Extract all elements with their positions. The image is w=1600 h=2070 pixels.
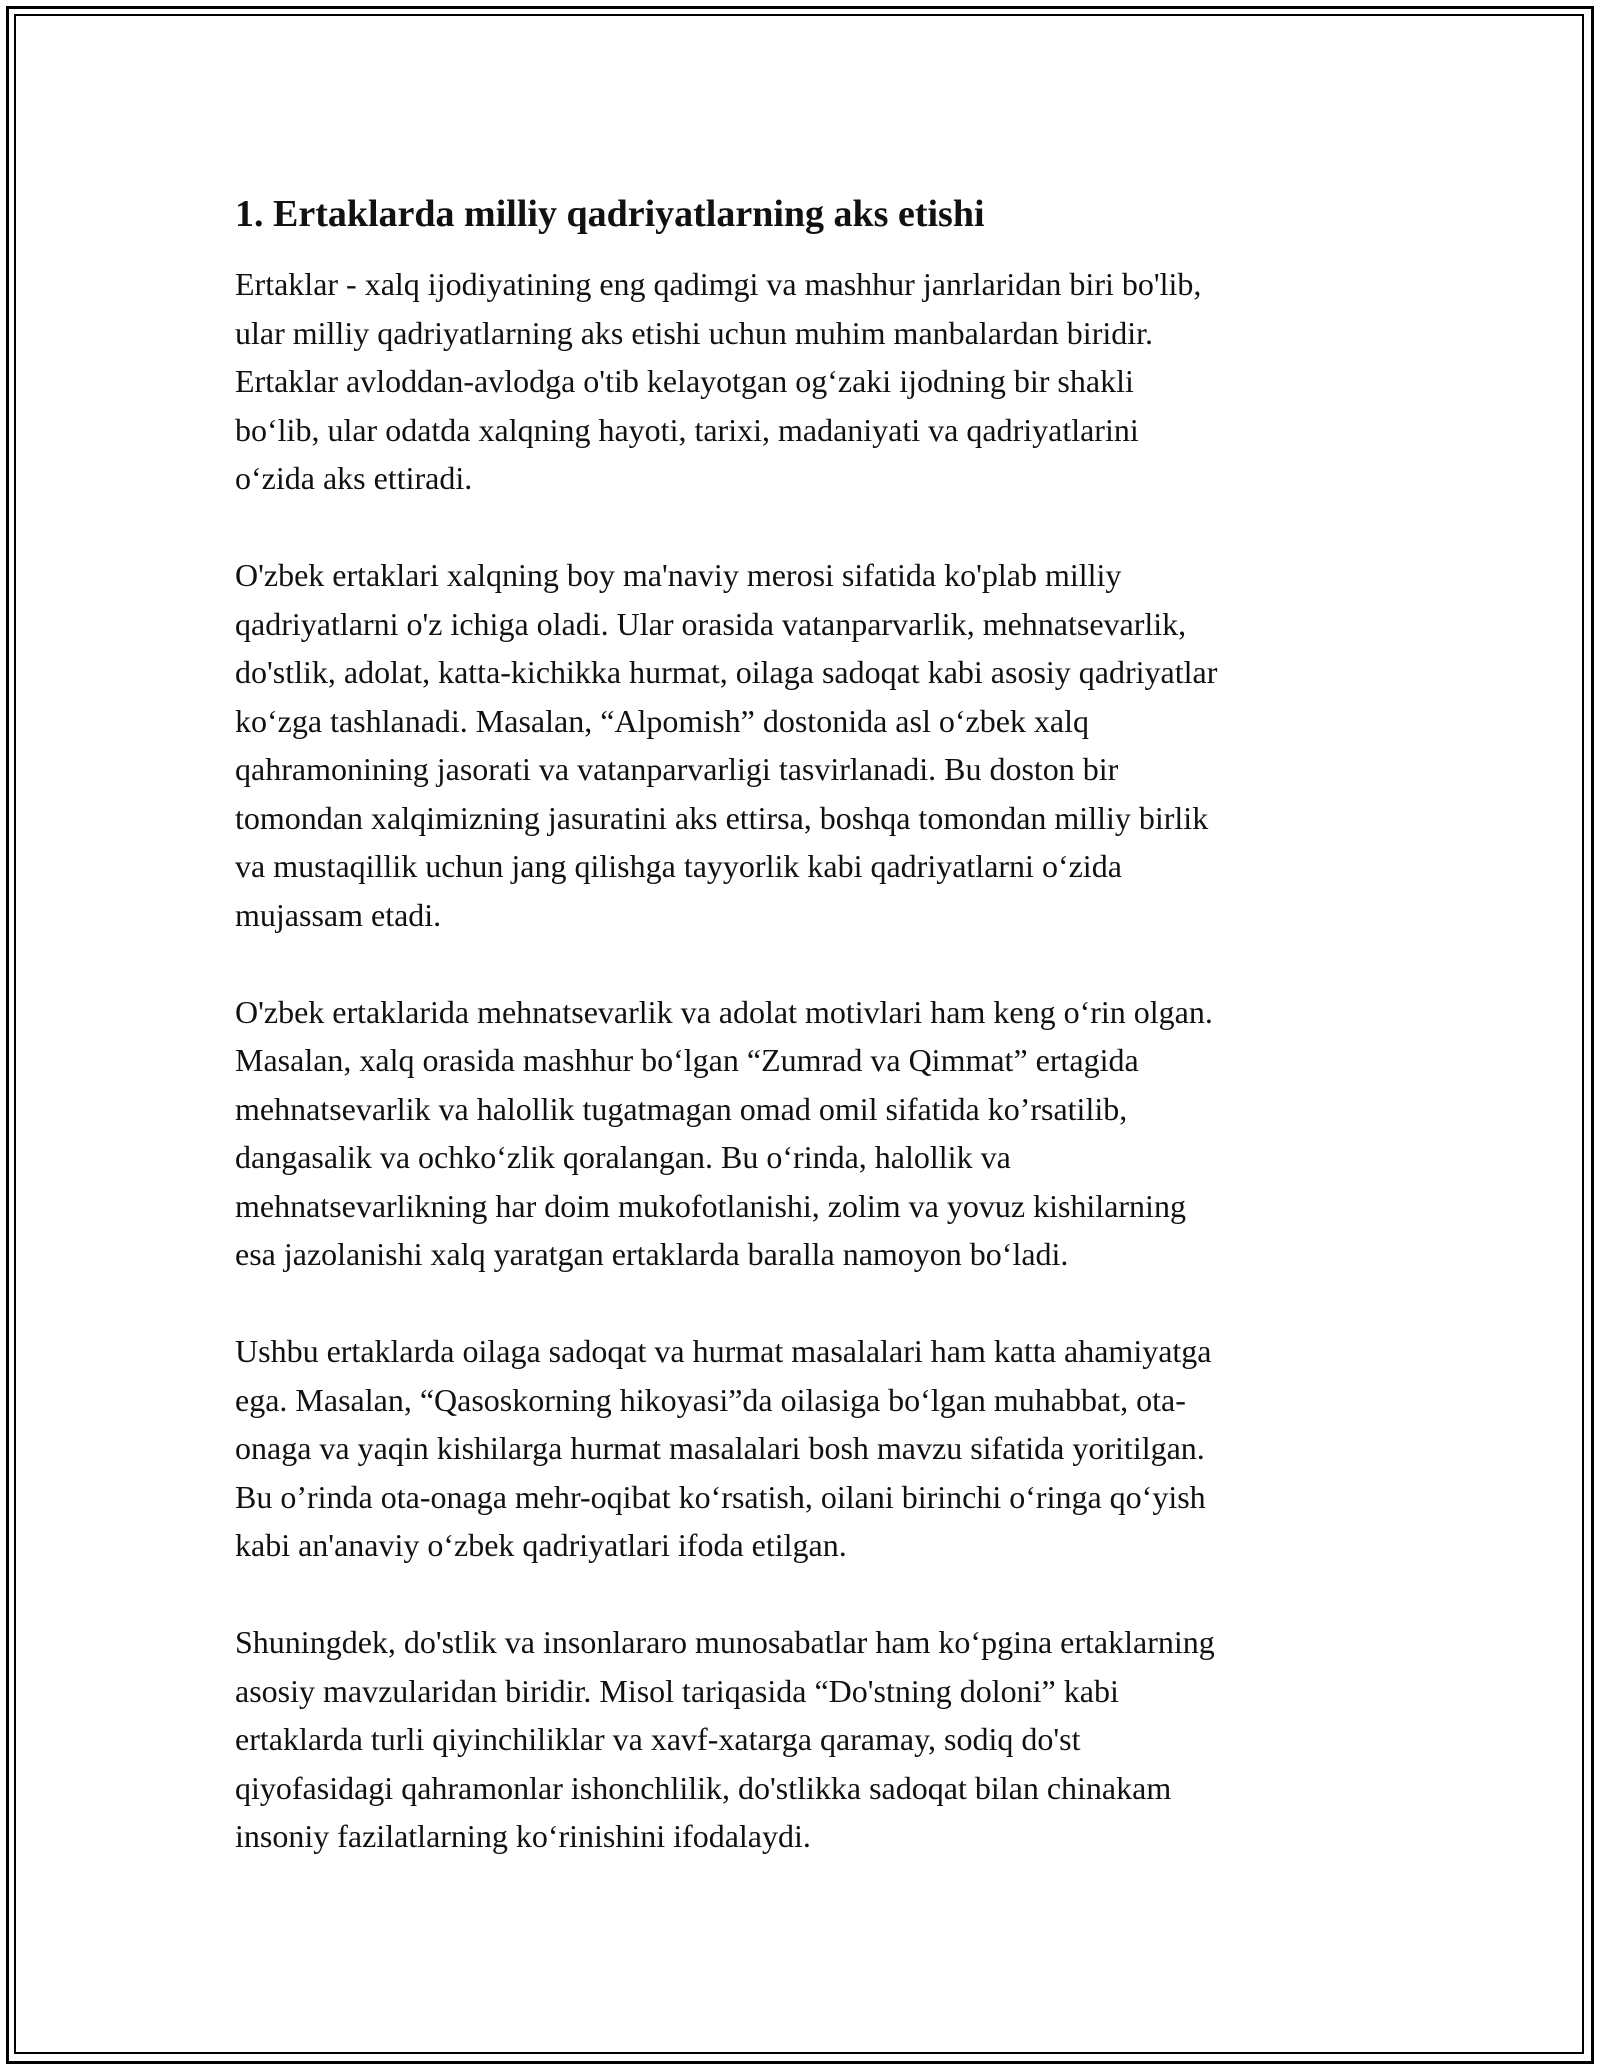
paragraph-intro — [235, 260, 1385, 503]
paragraph-family-loyalty — [235, 1327, 1385, 1570]
text-line: do'stlik, adolat, katta-kichikka hurmat, oilaga sadoqat kabi asosiy qadriyatlar — [235, 654, 1218, 690]
text-line: ertaklarda turli qiyinchiliklar va xavf-xatarga qaramay, sodiq do'st — [235, 1721, 1081, 1757]
text-line: qahramonining jasorati va vatanparvarligi tasvirlanadi. Bu doston bir — [235, 751, 1119, 787]
text-line: va mustaqillik uchun jang qilishga tayyorlik kabi qadriyatlarni o‘zida — [235, 848, 1122, 884]
text-line: Ushbu ertaklarda oilaga sadoqat va hurmat masalalari ham katta ahamiyatga — [235, 1333, 1212, 1369]
text-line: dangasalik va ochko‘zlik qoralangan. Bu o‘rinda, halollik va — [235, 1139, 1011, 1175]
text-line: Ertaklar - xalq ijodiyatining eng qadimgi va mashhur janrlaridan biri bo'lib, — [235, 266, 1202, 302]
text-line: bo‘lib, ular odatda xalqning hayoti, tarixi, madaniyati va qadriyatlarini — [235, 411, 1139, 448]
text-line: O'zbek ertaklari xalqning boy ma'naviy merosi sifatida ko'plab milliy — [235, 557, 1122, 593]
text-line: Bu o’rinda ota-onaga mehr-oqibat ko‘rsatish, oilani birinchi o‘ringa qo‘yish — [235, 1478, 1206, 1515]
text-line: ko‘zga tashlanadi. Masalan, “Alpomish” dostonida asl o‘zbek xalq — [235, 702, 1089, 739]
text-line: Ertaklar avloddan-avlodga o'tib kelayotgan og‘zaki ijodning bir shakli — [235, 363, 1134, 399]
text-line: mehnatsevarlikning har doim mukofotlanishi, zolim va yovuz kishilarning — [235, 1187, 1186, 1224]
text-line: Masalan, xalq orasida mashhur bo‘lgan “Zumrad va Qimmat” ertagida — [235, 1042, 1139, 1078]
text-line: mujassam etadi. — [235, 896, 442, 933]
text-line: qadriyatlarni o'z ichiga oladi. Ular orasida vatanparvarlik, mehnatsevarlik, — [235, 605, 1187, 642]
text-line: O'zbek ertaklarida mehnatsevarlik va adolat motivlari ham keng o‘rin olgan. — [235, 993, 1213, 1030]
text-line: o‘zida aks ettiradi. — [235, 460, 473, 496]
text-line: insoniy fazilatlarning ko‘rinishini ifodalaydi. — [235, 1818, 811, 1854]
paragraph-diligence-justice — [235, 988, 1385, 1279]
text-line: kabi an'anaviy o‘zbek qadriyatlari ifoda etilgan. — [235, 1527, 847, 1563]
text-line: asosiy mavzularidan biridir. Misol tariqasida “Do'stning doloni” kabi — [235, 1672, 1119, 1709]
paragraph-friendship — [235, 1618, 1385, 1861]
text-line: ular milliy qadriyatlarning aks etishi uchun muhim manbalardan biridir. — [235, 314, 1154, 351]
document-title: 1. Ertaklarda milliy qadriyatlarning aks etishi — [235, 193, 985, 235]
text-line: ega. Masalan, “Qasoskorning hikoyasi”da oilasiga bo‘lgan muhabbat, ota- — [235, 1381, 1186, 1418]
text-line: mehnatsevarlik va halollik tugatmagan omad omil sifatida ko’rsatilib, — [235, 1090, 1128, 1127]
paragraph-uzbek-tales-values — [235, 551, 1385, 939]
text-line: Shuningdek, do'stlik va insonlararo munosabatlar ham ko‘pgina ertaklarning — [235, 1624, 1215, 1660]
document-body — [235, 186, 1385, 1909]
text-line: qiyofasidagi qahramonlar ishonchlilik, do'stlikka sadoqat bilan chinakam — [235, 1769, 1172, 1806]
text-line: onaga va yaqin kishilarga hurmat masalalari bosh mavzu sifatida yoritilgan. — [235, 1430, 1205, 1466]
text-line: tomondan xalqimizning jasuratini aks ettirsa, boshqa tomondan milliy birlik — [235, 799, 1209, 836]
text-line: esa jazolanishi xalq yaratgan ertaklarda baralla namoyon bo‘ladi. — [235, 1236, 1069, 1272]
